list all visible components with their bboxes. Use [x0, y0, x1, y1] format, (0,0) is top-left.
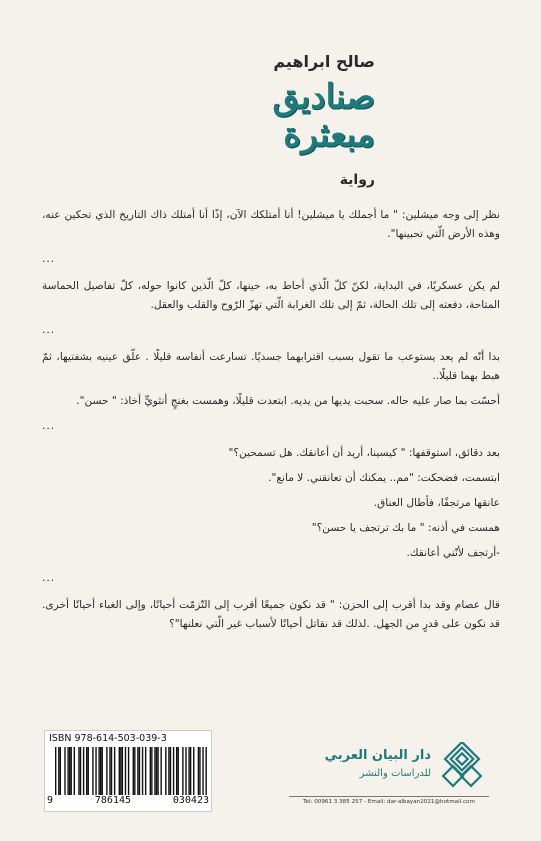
barcode-bar [74, 747, 75, 795]
isbn-digits [47, 795, 209, 806]
book-title [273, 78, 375, 154]
paragraph: عانقها مرتجفًا، فأطال العناق. [373, 497, 500, 509]
barcode-bar [173, 747, 174, 795]
barcode-bar [86, 747, 87, 795]
paragraph: أحسّت بما صار عليه حاله. سحبت يديها من يديه. ابتعدت قليلًا، وهمست بغنجٍ أنثويٍّ أخاذ: " حسن". [76, 395, 500, 407]
barcode-bar [111, 747, 112, 795]
publisher-logo-icon [437, 742, 487, 792]
barcode-bar [122, 747, 123, 795]
barcode-bar [170, 747, 171, 795]
isbn-digit-group: 9 [47, 795, 54, 806]
barcode-bar [58, 747, 59, 795]
title-line-2: مبعثرة [283, 115, 375, 155]
barcode-bar [176, 747, 177, 795]
barcode-bar [78, 747, 79, 795]
barcode-bar [133, 747, 134, 795]
barcode-bar [120, 747, 121, 795]
barcode-bar [178, 747, 179, 795]
barcode-bar [100, 747, 101, 795]
paragraph: بعد دقائق، استوقفها: " كيسينا، أريد أن أعانقك. هل تسمحين؟" [228, 447, 500, 459]
barcode-bar [64, 747, 65, 795]
barcode-bar [69, 747, 70, 795]
barcode-bar [114, 747, 115, 795]
barcode-bar [106, 747, 107, 795]
barcode-bar [98, 747, 99, 795]
barcode-bar [193, 747, 194, 795]
title-line-1: صناديق [272, 77, 375, 117]
barcode-bar [150, 747, 151, 795]
barcode-bar [165, 747, 166, 795]
barcode-bar [134, 747, 135, 795]
barcode-bar [109, 747, 110, 795]
separator: ... [42, 324, 56, 336]
barcode-bar [67, 747, 68, 795]
barcode-bar [92, 747, 93, 795]
author-name: صالح ابراهيم [273, 52, 375, 71]
barcode-bar [185, 747, 186, 795]
barcode-bar [142, 747, 143, 795]
barcode-bar [139, 747, 140, 795]
paragraph: نظر إلى وجه ميشلين: " ما أجملك يا ميشلين! أنا أمتلكك الآن، إذًا أنا أمتلك ذاك التاريخ الذي تحكين عنه، وهذه الأرض الّتي تحبينها". [42, 209, 500, 240]
barcode-graphic [55, 747, 207, 795]
barcode-bar [55, 747, 56, 795]
barcode-bar [154, 747, 155, 795]
barcode-bar [102, 747, 103, 795]
paragraph: قال عصام وقد بدا أقرب إلى الحزن: " قد نكون جميعًا أقرب إلى التّزمّت أحيانًا، وإلى الغباء أحيانًا أخرى. قد نكون على قدرٍ من الجهل. .لذلك قد نقاتل أحيانًا لأسباب غير الّتي نعلنها"؟ [42, 599, 500, 630]
separator: ... [42, 420, 56, 432]
barcode-bar [128, 747, 129, 795]
paragraph: -أرتجف لأنّني أعانقك. [406, 547, 500, 559]
genre-label: رواية [339, 172, 375, 188]
barcode-bar [60, 747, 61, 795]
publisher-block [289, 742, 489, 802]
barcode-bar [190, 747, 191, 795]
barcode-bar [145, 747, 146, 795]
blurb-text [42, 206, 500, 640]
barcode-bar [83, 747, 84, 795]
barcode-bar [125, 747, 126, 795]
barcode-bar [80, 747, 81, 795]
barcode-bar [119, 747, 120, 795]
barcode-bar [151, 747, 152, 795]
barcode-bar [160, 747, 161, 795]
paragraph: همست في أذنه: " ما بك ترتجف يا حسن؟" [311, 522, 500, 534]
barcode-bar [205, 747, 206, 795]
isbn-digit-group: 786145 [94, 795, 132, 806]
publisher-contact: Tel: 00961 3 385 257 - Email: dar-albayan2021@hotmail.com [289, 796, 489, 805]
barcode-bar [202, 747, 203, 795]
barcode-bar [182, 747, 183, 795]
barcode-bar [137, 747, 138, 795]
isbn-barcode [44, 730, 212, 812]
paragraph: ابتسمت، فضحكت: "مم.. يمكنك أن تعانقني. لا مانع". [268, 472, 500, 484]
paragraph: بدا أنّه لم يعد يستوعب ما تقول بسبب اقترابهما جسديًا. تسارعت أنفاسه قليلًا . علّق عينيه بشفتيها، ثمّ هبط بهما قليلًا.. [42, 351, 500, 382]
barcode-bar [157, 747, 158, 795]
separator: ... [42, 253, 56, 265]
paragraph: لم يكن عسكريًا، في البداية، لكنّ كلّ الّذي أحاط به، حينها، كلّ الّذين كانوا حوله، كلّ تفاصيل الحماسة المتاحة، دفعته إلى تلك الحالة، ثمّ إلى تلك الغرابة الّتي تهزّ الرّوح والقلب والعقل. [42, 280, 500, 311]
barcode-bar [71, 747, 72, 795]
barcode-bar [88, 747, 89, 795]
separator: ... [42, 572, 56, 584]
barcode-bar [168, 747, 169, 795]
barcode-bar [156, 747, 157, 795]
publisher-subtitle: للدراسات والنشر [359, 768, 431, 779]
barcode-bar [188, 747, 189, 795]
barcode-bar [199, 747, 200, 795]
isbn-digit-group: 030423 [172, 795, 209, 806]
barcode-bar [198, 747, 199, 795]
isbn-label: ISBN 978-614-503-039-3 [49, 733, 167, 744]
publisher-name: دار البيان العربي [324, 748, 431, 763]
barcode-bar [95, 747, 96, 795]
